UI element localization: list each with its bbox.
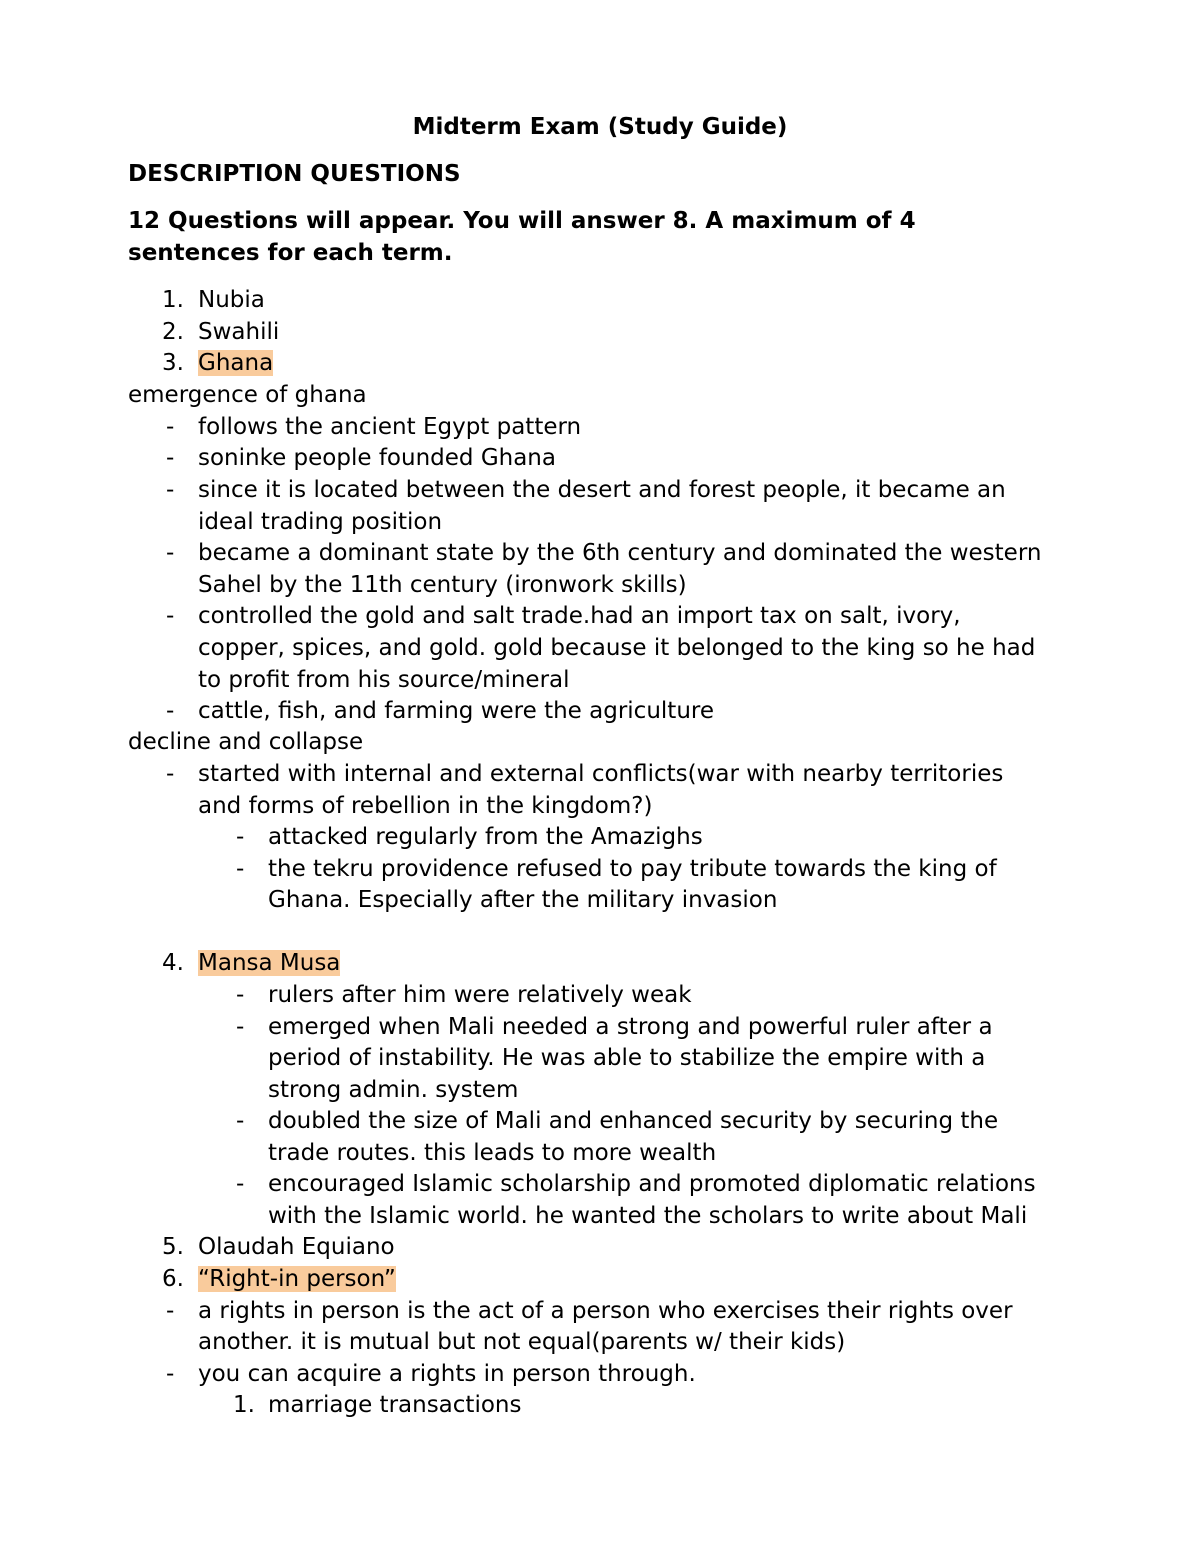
decline-subpoint: the tekru providence refused to pay tribute towards the king of	[268, 856, 997, 882]
bullet-dash: -	[166, 540, 175, 566]
mansa-point: rulers after him were relatively weak	[268, 982, 692, 1008]
term-rights-in-person	[198, 1263, 396, 1295]
bullet-dash: -	[236, 824, 245, 850]
bullet-dash: -	[236, 1171, 245, 1197]
decline-point-cont: and forms of rebellion in the kingdom?)	[198, 793, 653, 819]
term-swahili: Swahili	[198, 319, 280, 345]
bullet-dash: -	[236, 982, 245, 1008]
term-mansa-musa	[198, 947, 340, 979]
term-ghana	[198, 347, 273, 379]
ghana-decline-heading: decline and collapse	[128, 729, 364, 755]
bullet-dash: -	[166, 603, 175, 629]
decline-subpoint-cont: Ghana. Especially after the military invasion	[268, 887, 778, 913]
bullet-dash: -	[166, 761, 175, 787]
highlight-mansa-musa: Mansa Musa	[198, 950, 341, 976]
term-number: 3.	[162, 350, 184, 376]
mansa-point-cont: strong admin. system	[268, 1077, 519, 1103]
mansa-point-cont: period of instability. He was able to stabilize the empire with a	[268, 1045, 986, 1071]
rights-point: you can acquire a rights in person through.	[198, 1361, 696, 1387]
mansa-point: doubled the size of Mali and enhanced security by securing the	[268, 1108, 999, 1134]
bullet-dash: -	[166, 1298, 175, 1324]
ghana-point: since it is located between the desert and forest people, it became an	[198, 477, 1006, 503]
mansa-point-cont: with the Islamic world. he wanted the scholars to write about Mali	[268, 1203, 1028, 1229]
term-number: 5.	[162, 1234, 184, 1260]
highlight-rights-in-person: “Right-in person”	[198, 1266, 396, 1292]
section-heading: DESCRIPTION QUESTIONS	[128, 161, 461, 187]
decline-subpoint: attacked regularly from the Amazighs	[268, 824, 703, 850]
bullet-dash: -	[236, 1108, 245, 1134]
ghana-point-cont: to profit from his source/mineral	[198, 667, 570, 693]
highlight-ghana: Ghana	[198, 350, 274, 376]
bullet-dash: -	[236, 856, 245, 882]
term-number: 1.	[162, 287, 184, 313]
term-olaudah-equiano: Olaudah Equiano	[198, 1234, 395, 1260]
bullet-dash: -	[166, 1361, 175, 1387]
ghana-point: became a dominant state by the 6th century and dominated the western	[198, 540, 1042, 566]
bullet-dash: -	[166, 477, 175, 503]
rights-point: a rights in person is the act of a person who exercises their rights over	[198, 1298, 1013, 1324]
ghana-point: soninke people founded Ghana	[198, 445, 556, 471]
mansa-point: encouraged Islamic scholarship and promoted diplomatic relations	[268, 1171, 1036, 1197]
rights-point-cont: another. it is mutual but not equal(parents w/ their kids)	[198, 1329, 846, 1355]
page-title: Midterm Exam (Study Guide)	[412, 114, 788, 140]
term-number: 6.	[162, 1266, 184, 1292]
ghana-point: cattle, fish, and farming were the agriculture	[198, 698, 714, 724]
sub-list-item: marriage transactions	[268, 1392, 522, 1418]
ghana-emergence-heading: emergence of ghana	[128, 382, 367, 408]
ghana-point-cont: ideal trading position	[198, 509, 443, 535]
instructions-line-2: sentences for each term.	[128, 240, 453, 266]
bullet-dash: -	[166, 414, 175, 440]
bullet-dash: -	[166, 698, 175, 724]
ghana-point: follows the ancient Egypt pattern	[198, 414, 582, 440]
mansa-point: emerged when Mali needed a strong and powerful ruler after a	[268, 1014, 993, 1040]
term-nubia: Nubia	[198, 287, 265, 313]
ghana-point-cont: copper, spices, and gold. gold because it belonged to the king so he had	[198, 635, 1036, 661]
decline-point: started with internal and external conflicts(war with nearby territories	[198, 761, 1004, 787]
term-number: 4.	[162, 950, 184, 976]
sub-list-number: 1.	[233, 1392, 255, 1418]
bullet-dash: -	[236, 1014, 245, 1040]
ghana-point-cont: Sahel by the 11th century (ironwork skills)	[198, 572, 687, 598]
bullet-dash: -	[166, 445, 175, 471]
mansa-point-cont: trade routes. this leads to more wealth	[268, 1140, 717, 1166]
ghana-point: controlled the gold and salt trade.had an import tax on salt, ivory,	[198, 603, 961, 629]
term-number: 2.	[162, 319, 184, 345]
instructions-line-1: 12 Questions will appear. You will answer 8. A maximum of 4	[128, 208, 916, 234]
